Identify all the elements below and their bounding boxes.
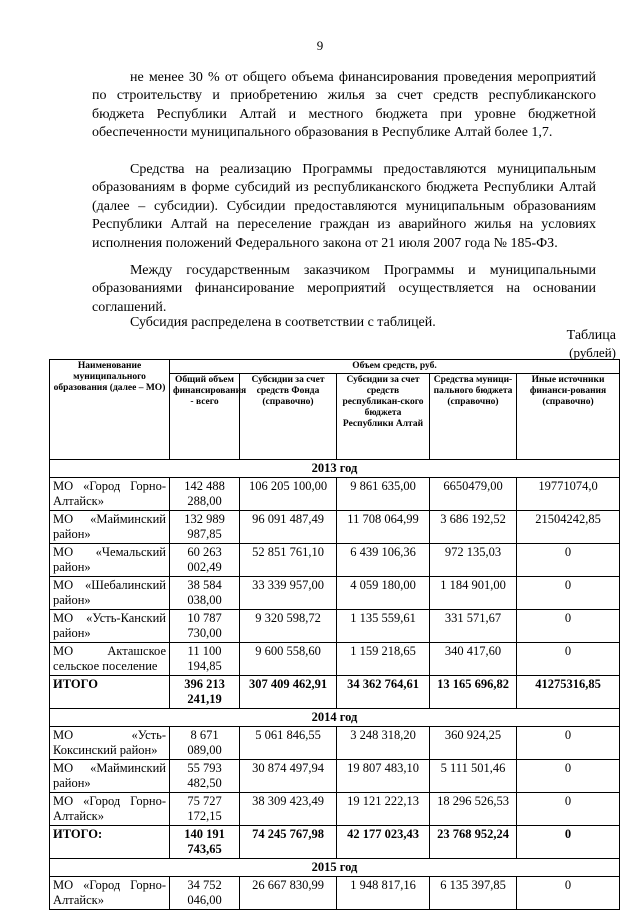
total-value: 23 768 952,24: [430, 826, 517, 859]
table-row: [50, 511, 620, 544]
row-value: 106 205 100,00: [240, 478, 337, 511]
row-value: 38 584 038,00: [170, 577, 240, 610]
row-value: 55 793 482,50: [170, 760, 240, 793]
table-row: [50, 610, 620, 643]
row-value: 5 111 501,46: [430, 760, 517, 793]
row-value: 0: [517, 610, 620, 643]
row-value: 11 100 194,85: [170, 643, 240, 676]
row-name: МО «Город Горно-Алтайск»: [50, 478, 170, 511]
total-value: 13 165 696,82: [430, 676, 517, 709]
total-value: 396 213 241,19: [170, 676, 240, 709]
row-value: 6650479,00: [430, 478, 517, 511]
page-number: 9: [316, 38, 324, 53]
row-name: МО «Усть-Канский район»: [50, 610, 170, 643]
table-body: [50, 460, 620, 910]
year-row: [50, 859, 620, 877]
row-name: МО «Город Горно-Алтайск»: [50, 793, 170, 826]
row-value: 142 488 288,00: [170, 478, 240, 511]
year-label: 2014 год: [50, 709, 620, 727]
table-unit: (рублей): [569, 345, 616, 360]
row-value: 18 296 526,53: [430, 793, 517, 826]
row-value: 19 121 222,13: [337, 793, 430, 826]
row-value: 30 874 497,94: [240, 760, 337, 793]
table-row: [50, 727, 620, 760]
table-row: [50, 760, 620, 793]
row-value: 33 339 957,00: [240, 577, 337, 610]
row-value: 11 708 064,99: [337, 511, 430, 544]
row-value: 9 600 558,60: [240, 643, 337, 676]
row-value: 0: [517, 793, 620, 826]
total-value: 34 362 764,61: [337, 676, 430, 709]
row-name: МО «Шебалинский район»: [50, 577, 170, 610]
row-value: 3 686 192,52: [430, 511, 517, 544]
table-caption: Таблица: [566, 328, 616, 343]
total-label: ИТОГО:: [50, 826, 170, 859]
table-row: [50, 478, 620, 511]
header-name: Наименование муниципального образования (далее – МО): [50, 360, 170, 460]
row-value: 0: [517, 544, 620, 577]
row-value: 4 059 180,00: [337, 577, 430, 610]
row-value: 9 320 598,72: [240, 610, 337, 643]
table-row: [50, 643, 620, 676]
row-value: 3 248 318,20: [337, 727, 430, 760]
row-value: 52 851 761,10: [240, 544, 337, 577]
paragraph-2: Средства на реализацию Программы предоставляются муниципальным образованиям в форме субсидий из республиканского бюджета Республики Алтай (далее – субсидии). Субсидии предоставляются муниципальным образованиям Республики Алтай на переселение граждан из аварийного жилья на условиях исполнения положений Федерального закона от 21 июля 2007 года № 185-ФЗ.: [92, 162, 596, 251]
total-row: [50, 826, 620, 859]
header-group: Объем средств, руб.: [170, 360, 620, 374]
header-col: Средства муници-пального бюджета (справочно): [430, 374, 517, 460]
table-row: [50, 544, 620, 577]
table-row: [50, 577, 620, 610]
row-value: 1 948 817,16: [337, 877, 430, 910]
row-value: 331 571,67: [430, 610, 517, 643]
total-row: [50, 676, 620, 709]
total-value: 0: [517, 826, 620, 859]
row-value: 0: [517, 727, 620, 760]
row-name: МО «Майминский район»: [50, 511, 170, 544]
row-value: 6 135 397,85: [430, 877, 517, 910]
header-col: Субсидии за счет средств республикан-ского бюджета Республики Алтай: [337, 374, 430, 460]
row-value: 360 924,25: [430, 727, 517, 760]
row-value: 132 989 987,85: [170, 511, 240, 544]
row-value: 26 667 830,99: [240, 877, 337, 910]
row-value: 6 439 106,36: [337, 544, 430, 577]
row-value: 340 417,60: [430, 643, 517, 676]
row-value: 0: [517, 877, 620, 910]
row-value: 21504242,85: [517, 511, 620, 544]
total-value: 41275316,85: [517, 676, 620, 709]
row-value: 38 309 423,49: [240, 793, 337, 826]
row-name: МО «Усть-Коксинский район»: [50, 727, 170, 760]
header-col: Общий объем финансирования - всего: [170, 374, 240, 460]
total-value: 307 409 462,91: [240, 676, 337, 709]
header-col: Иные источники финанси-рования (справочно): [517, 374, 620, 460]
row-value: 60 263 002,49: [170, 544, 240, 577]
total-value: 74 245 767,98: [240, 826, 337, 859]
total-value: 42 177 023,43: [337, 826, 430, 859]
row-value: 10 787 730,00: [170, 610, 240, 643]
table-row: [50, 793, 620, 826]
row-value: 75 727 172,15: [170, 793, 240, 826]
paragraph-1: не менее 30 % от общего объема финансирования проведения мероприятий по строительству и приобретению жилья за счет средств республиканского бюджета Республики Алтай и местного бюджета при уровне бюджетной обеспеченности муниципального образования в Республике Алтай более 1,7.: [92, 70, 596, 141]
row-value: 0: [517, 577, 620, 610]
year-row: [50, 709, 620, 727]
row-value: 1 159 218,65: [337, 643, 430, 676]
row-value: 5 061 846,55: [240, 727, 337, 760]
paragraph-4: Субсидия распределена в соответствии с таблицей.: [130, 315, 436, 330]
year-row: [50, 460, 620, 478]
row-value: 9 861 635,00: [337, 478, 430, 511]
row-value: 1 135 559,61: [337, 610, 430, 643]
row-value: 19 807 483,10: [337, 760, 430, 793]
year-label: 2013 год: [50, 460, 620, 478]
header-col: Субсидии за счет средств Фонда (справочно): [240, 374, 337, 460]
row-name: МО «Чемальский район»: [50, 544, 170, 577]
subsidy-table: [49, 359, 620, 910]
row-value: 1 184 901,00: [430, 577, 517, 610]
row-name: МО «Город Горно-Алтайск»: [50, 877, 170, 910]
row-value: 0: [517, 760, 620, 793]
row-name: МО «Майминский район»: [50, 760, 170, 793]
row-value: 8 671 089,00: [170, 727, 240, 760]
paragraph-3: Между государственным заказчиком Программы и муниципальными образованиями финансирование мероприятий осуществляется на основании соглашений.: [92, 263, 596, 315]
row-value: 96 091 487,49: [240, 511, 337, 544]
row-value: 972 135,03: [430, 544, 517, 577]
total-label: ИТОГО: [50, 676, 170, 709]
year-label: 2015 год: [50, 859, 620, 877]
row-name: МО Акташское сельское поселение: [50, 643, 170, 676]
row-value: 0: [517, 643, 620, 676]
row-value: 19771074,0: [517, 478, 620, 511]
total-value: 140 191 743,65: [170, 826, 240, 859]
row-value: 34 752 046,00: [170, 877, 240, 910]
